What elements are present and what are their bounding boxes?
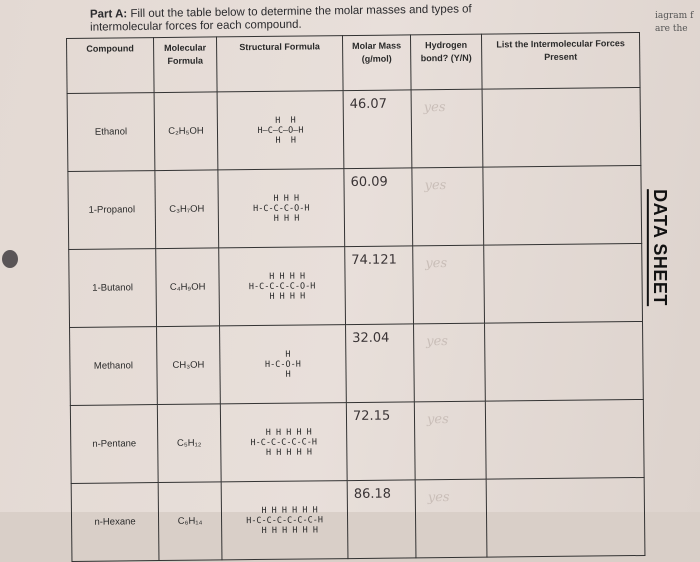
compound-cell: 1-Butanol <box>69 249 157 328</box>
instructions-line2: intermolecular forces for each compound. <box>90 18 302 34</box>
header-forces: List the Intermolecular Forces Present <box>481 32 640 89</box>
structural-formula: H H-C-O-H H <box>264 349 301 380</box>
data-sheet-label: DATA SHEET <box>647 189 670 306</box>
binder-hole <box>2 250 18 268</box>
molar-mass-cell: 32.04 <box>346 324 415 403</box>
molecular-formula-cell: C₆H₁₄ <box>158 482 222 561</box>
instructions-line1: Fill out the table below to determine the molar masses and types of <box>130 3 472 21</box>
hydrogen-bond-cell: yes <box>415 479 487 558</box>
molar-mass-cell: 46.07 <box>343 90 412 169</box>
table-row <box>67 87 641 171</box>
molar-mass-cell: 86.18 <box>347 480 416 559</box>
header-molar-mass: Molar Mass (g/mol) <box>342 35 411 91</box>
structural-formula: H H H H H-C-C-C-C-O-H H H H H <box>248 271 316 302</box>
header-molecular-formula: Molecular Formula <box>154 37 218 93</box>
table-row <box>70 321 644 405</box>
molar-mass-cell: 72.15 <box>346 402 415 481</box>
structural-formula: H H H H H H H-C-C-C-C-C-C-H H H H H H H <box>246 504 323 536</box>
molecular-formula-cell: C₃H₇OH <box>155 170 219 249</box>
forces-cell <box>485 399 644 479</box>
table-row <box>68 165 642 249</box>
header-hydrogen-bond: Hydrogen bond? (Y/N) <box>410 34 482 90</box>
hydrogen-bond-cell: yes <box>414 401 486 480</box>
forces-cell <box>486 477 645 557</box>
compound-cell: Ethanol <box>67 93 155 172</box>
structural-formula-cell <box>218 169 345 248</box>
molecular-formula-cell: CH₃OH <box>157 326 221 405</box>
molecular-formula-cell: C₅H₁₂ <box>157 404 221 483</box>
molar-mass-cell: 60.09 <box>344 168 413 247</box>
molar-mass-cell: 74.121 <box>345 246 414 325</box>
hydrogen-bond-cell: yes <box>411 89 483 168</box>
side-line2: are the <box>655 24 688 34</box>
side-line1: iagram f <box>655 11 694 21</box>
hydrogen-bond-cell: yes <box>414 323 486 402</box>
molar-mass-table <box>66 32 645 562</box>
molecular-formula-cell: C₂H₅OH <box>154 92 218 171</box>
forces-cell <box>483 165 642 245</box>
structural-formula-cell <box>219 247 346 326</box>
forces-cell <box>484 243 643 323</box>
structural-formula: H H H—C—C—O—H H H <box>257 115 304 146</box>
part-label: Part A: <box>89 8 128 21</box>
adjacent-page-text <box>655 10 693 36</box>
compound-cell: n-Hexane <box>71 483 159 562</box>
header-structural-formula: Structural Formula <box>216 36 343 92</box>
table-row <box>69 243 643 327</box>
table-row <box>71 477 645 561</box>
hydrogen-bond-cell: yes <box>413 245 485 324</box>
table-row <box>70 399 644 483</box>
instructions <box>90 3 472 34</box>
structural-formula-cell <box>220 325 347 404</box>
compound-cell: Methanol <box>70 327 158 406</box>
header-compound: Compound <box>67 38 155 94</box>
structural-formula-cell <box>221 481 348 560</box>
structural-formula-cell <box>220 403 347 482</box>
structural-formula-cell <box>217 91 344 170</box>
header-row <box>67 32 641 93</box>
structural-formula: H H H H H H-C-C-C-C-C-H H H H H H <box>250 426 318 458</box>
forces-cell <box>485 321 644 401</box>
molecular-formula-cell: C₄H₉OH <box>156 248 220 327</box>
structural-formula: H H H H-C-C-C-O-H H H H <box>253 193 310 224</box>
hydrogen-bond-cell: yes <box>412 167 484 246</box>
compound-cell: n-Pentane <box>70 405 158 484</box>
compound-cell: 1-Propanol <box>68 171 156 250</box>
forces-cell <box>482 87 641 167</box>
